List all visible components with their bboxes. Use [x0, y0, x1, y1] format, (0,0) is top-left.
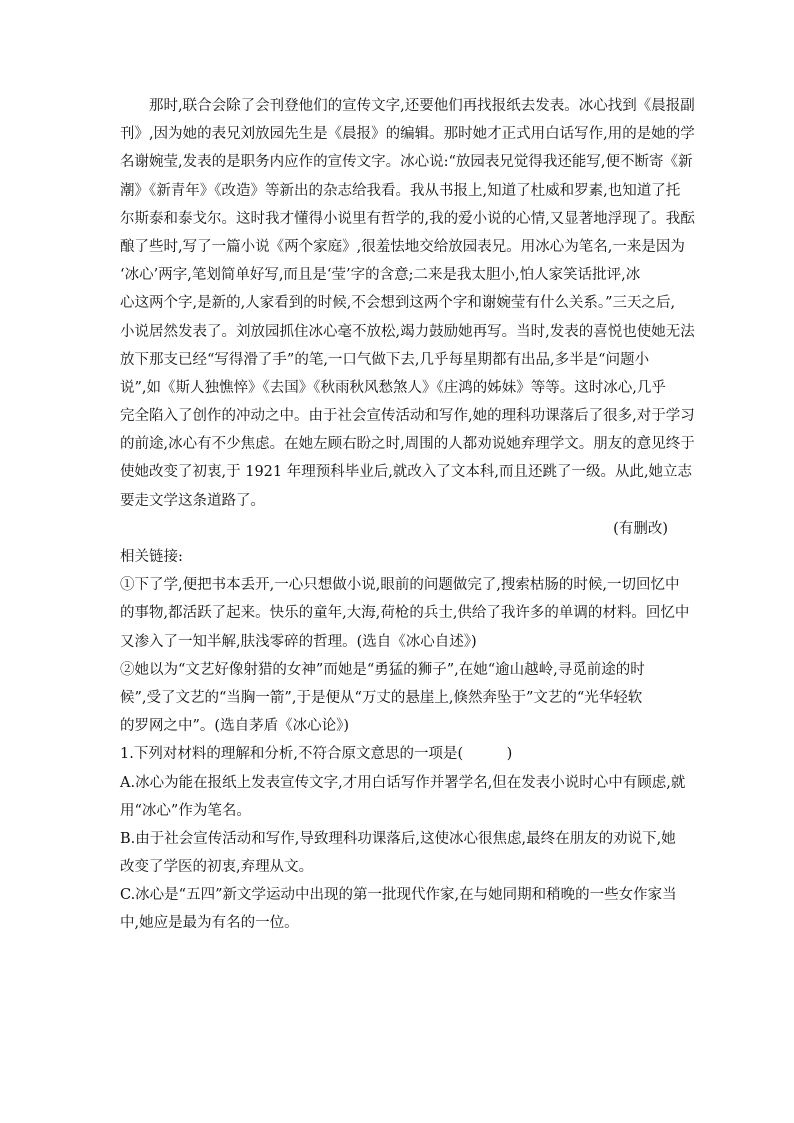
link-line: ①下了学,便把书本丢开,一心只想做小说,眼前的问题做完了,搜索枯肠的时候,一切回忆中	[120, 577, 680, 594]
question-stem: 1.下列对材料的理解和分析,不符合原文意思的一项是( )	[120, 746, 513, 763]
link-line: 候”,受了文艺的“当胸一箭”,于是便从“万丈的悬崖上,倏然奔坠于”文艺的“光华轻软	[120, 689, 643, 706]
link-line: 又渗入了一知半解,肤浅零碎的哲理。(选自《冰心自述》)	[120, 633, 477, 650]
link-line: 的事物,都活跃了起来。快乐的童年,大海,荷枪的兵士,供给了我许多的单调的材料。回忆中	[120, 605, 690, 622]
related-links	[120, 543, 690, 740]
option-b-line: 改变了学医的初衷,弃理从文。	[120, 859, 314, 876]
article-line: 要走文学这条道路了。	[120, 492, 265, 509]
document-page	[120, 92, 695, 938]
article-body	[120, 92, 695, 543]
article-line: 使她改变了初衷,于 1921 年理预科毕业后,就改入了文本科,而且还跳了一级。从此,她立志	[120, 464, 693, 481]
article-line: 心这两个字,是新的,人家看到的时候,不会想到这两个字和谢婉莹有什么关系。”三天之后,	[120, 295, 676, 312]
article-line: 刊》,因为她的表兄刘放园先生是《晨报》的编辑。那时她才正式用白话写作,用的是她的学	[120, 126, 695, 143]
article-line: 名谢婉莹,发表的是职务内应作的宣传文字。冰心说:“放园表兄觉得我还能写,便不断寄《新	[120, 154, 693, 171]
article-line: 的前途,冰心有不少焦虑。在她左顾右盼之时,周围的人都劝说她弃理学文。朋友的意见终于	[120, 436, 695, 453]
article-line: 说”,如《斯人独憔悴》《去国》《秋雨秋风愁煞人》《庄鸿的姊妹》等等。这时冰心,几乎	[120, 379, 666, 396]
source-note: (有删改)	[613, 520, 668, 537]
option-b-line: B.由于社会宣传活动和写作,导致理科功课落后,这使冰心很焦虑,最终在朋友的劝说下,她	[120, 830, 676, 847]
link-line: ②她以为“文艺好像射猎的女神”而她是“勇猛的狮子”,在她“逾山越岭,寻觅前途的时	[120, 661, 645, 678]
option-c-line: 中,她应是最为有名的一位。	[120, 915, 299, 932]
article-line: 潮》《新青年》《改造》等新出的杂志给我看。我从书报上,知道了杜威和罗素,也知道了托	[120, 182, 681, 199]
article-line: 尔斯泰和泰戈尔。这时我才懂得小说里有哲学的,我的爱小说的心情,又显著地浮现了。我酝	[120, 210, 695, 227]
option-c-line: C.冰心是“五四”新文学运动中出现的第一批现代作家,在与她同期和稍晚的一些女作家当	[120, 887, 677, 904]
question-block	[120, 740, 686, 937]
related-links-heading: 相关链接:	[120, 549, 183, 565]
link-line: 的罗网之中”。(选自茅盾《冰心论》)	[120, 718, 349, 735]
option-a-line: 用“冰心”作为笔名。	[120, 802, 251, 819]
article-line: 放下那支已经“写得滑了手”的笔,一口气做下去,几乎每星期都有出品,多半是“问题小	[120, 351, 650, 368]
option-a-line: A.冰心为能在报纸上发表宣传文字,才用白话写作并署学名,但在发表小说时心中有顾虑,就	[120, 774, 686, 791]
article-line: 那时,联合会除了会刊登他们的宣传文字,还要他们再找报纸去发表。冰心找到《晨报副	[149, 98, 695, 114]
article-line: 酿了些时,写了一篇小说《两个家庭》,很羞怯地交给放园表兄。用冰心为笔名,一来是因为	[120, 238, 685, 255]
article-line: 小说居然发表了。刘放园抓住冰心毫不放松,竭力鼓励她再写。当时,发表的喜悦也使她无法	[120, 323, 695, 340]
article-line: ‘冰心’两字,笔划简单好写,而且是‘莹’字的含意;二来是我太胆小,怕人家笑话批评,冰	[120, 267, 641, 284]
article-line: 完全陷入了创作的冲动之中。由于社会宣传活动和写作,她的理科功课落后了很多,对于学习	[120, 408, 695, 425]
